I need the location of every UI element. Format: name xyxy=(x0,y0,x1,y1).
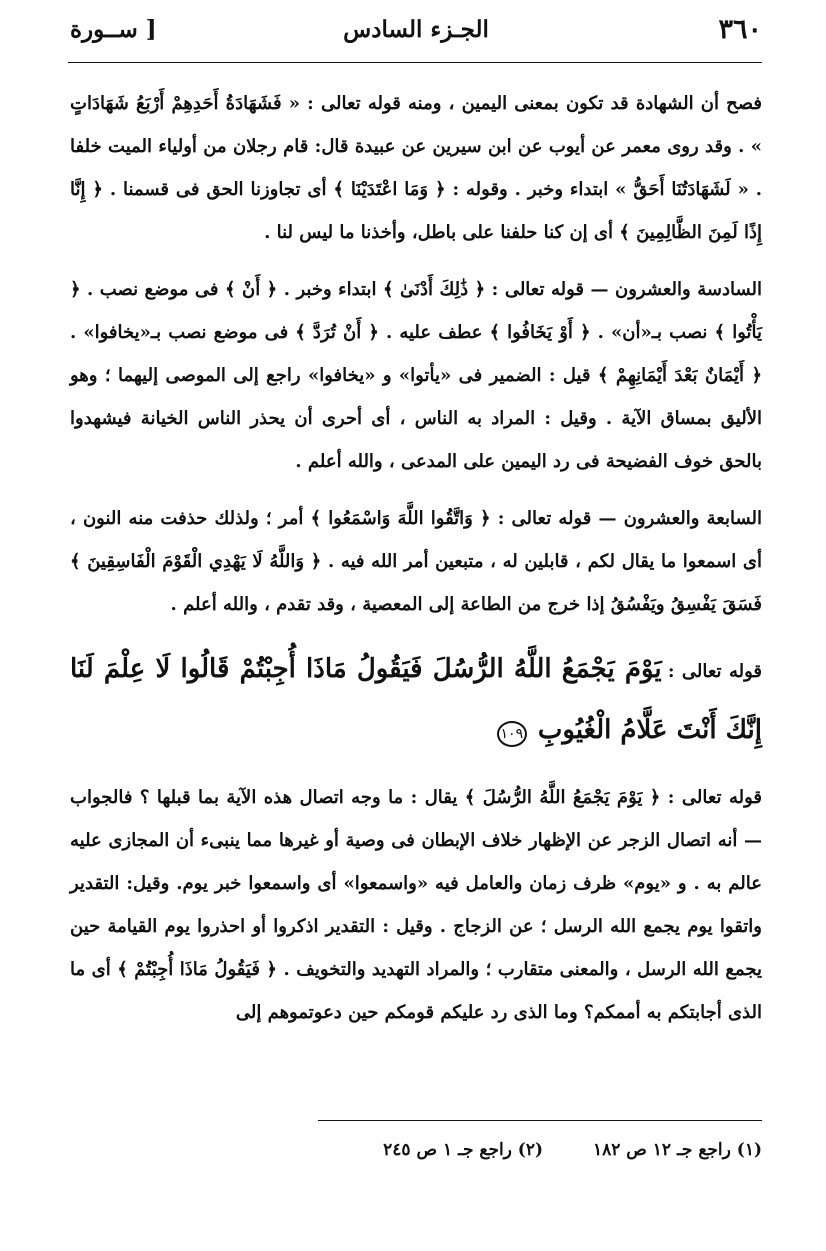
page-header xyxy=(70,14,762,58)
footnote-1: (١) راجع جـ ١٢ ص ١٨٢ xyxy=(592,1140,762,1160)
main-text xyxy=(70,82,762,1048)
paragraph: السادسة والعشرون — قوله تعالى : ﴿ ذَٰلِكَ أَدْنَىٰ ﴾ ابتداء وخبر . ﴿ أَنْ ﴾ فى موضع نصب . ﴿ يَأْتُوا ﴾ نصب بـ«أن» . ﴿ أَوْ يَخَافُوا ﴾ عطف عليه . ﴿ أَنْ تُرَدَّ ﴾ فى موضع نصب بـ«يخافوا» . ﴿ أَيْمَانٌ بَعْدَ أَيْمَانِهِمْ ﴾ قيل : الضمير فى «يأتوا» و «يخافوا» راجع إلى الموصى إليهما ؛ وهو الأليق بمساق الآية . وقيل : المراد به الناس ، أى أحرى أن يحذر الناس الخيانة فيشهدوا بالحق خوف الفضيحة فى رد اليمين على المدعى ، والله أعلم . xyxy=(70,279,762,472)
paragraph: قوله تعالى : ﴿ يَوْمَ يَجْمَعُ اللَّهُ الرُّسُلَ ﴾ يقال : ما وجه اتصال هذه الآية بما قبلها ؟ فالجواب — أنه اتصال الزجر عن الإظهار خلاف الإبطان فى وصية أو غيرها مما ينبىء أن المجازى عليه عالم به . و «يوم» ظرف زمان والعامل فيه «واسمعوا» أى واسمعوا خبر يوم. وقيل: التقدير واتقوا يوم يجمع الله الرسل ؛ عن الزجاج . وقيل : التقدير اذكروا أو احذروا يوم القيامة حين يجمع الله الرسل ، والمعنى متقارب ؛ والمراد التهديد والتخويف . ﴿ فَيَقُولُ مَاذَا أُجِبْتُمْ ﴾ أى ما الذى أجابتكم به أممكم؟ وما الذى رد عليكم قومكم حين دعوتموهم إلى xyxy=(70,787,762,1023)
quran-verse xyxy=(70,640,762,762)
verse-number-marker: ١٠٩ xyxy=(497,721,527,747)
paragraph: السابعة والعشرون — قوله تعالى : ﴿ وَاتَّقُوا اللَّهَ وَاسْمَعُوا ﴾ أمر ؛ ولذلك حذفت منه النون ، أى اسمعوا ما يقال لكم ، قابلين له ، متبعين أمر الله فيه . ﴿ وَاللَّهُ لَا يَهْدِي الْقَوْمَ الْفَاسِقِينَ ﴾ فَسَقَ يَفْسِقُ ويَفْسُقُ إذا خرج من الطاعة إلى المعصية ، وقد تقدم ، والله أعلم . xyxy=(70,508,762,615)
running-title: الجـزء السادس xyxy=(343,16,489,43)
verse-text: يَوْمَ يَجْمَعُ اللَّهُ الرُّسُلَ فَيَقُولُ مَاذَا أُجِبْتُمْ قَالُوا لَا عِلْمَ لَنَا إِنَّكَ أَنْتَ عَلَّامُ الْغُيُوبِ xyxy=(70,654,762,745)
verse-intro: قوله تعالى : xyxy=(667,661,762,682)
page-number: ٣٦٠ xyxy=(718,14,762,45)
paragraph: فصح أن الشهادة قد تكون بمعنى اليمين ، ومنه قوله تعالى : « فَشَهَادَةُ أَحَدِهِمْ أَرْبَعُ شَهَادَاتٍ » . وقد روى معمر عن أيوب عن ابن سيرين عن عبيدة قال: قام رجلان من أولياء الميت خلفا . « لَشَهَادَتُنَا أَحَقُّ » ابتداء وخبر . وقوله : ﴿ وَمَا اعْتَدَيْنَا ﴾ أى تجاوزنا الحق فى قسمنا . ﴿ إِنَّا إِذًا لَمِنَ الظَّالِمِينَ ﴾ أى إن كنا حلفنا على باطل، وأخذنا ما ليس لنا . xyxy=(70,93,762,243)
footnotes xyxy=(300,1140,762,1160)
footnote-rule xyxy=(318,1120,762,1121)
chapter-label: [ ســورة xyxy=(70,16,157,43)
footnote-2: (٢) راجع جـ ١ ص ٢٤٥ xyxy=(383,1140,544,1160)
header-rule xyxy=(68,62,762,63)
